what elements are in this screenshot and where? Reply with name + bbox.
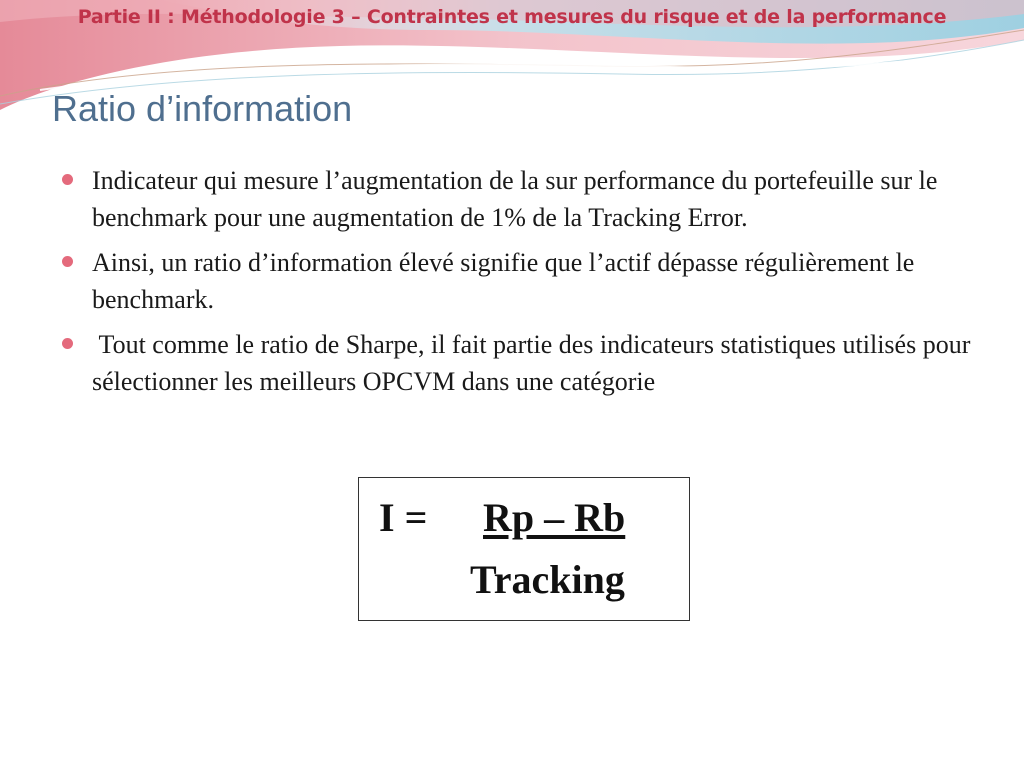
bullet-dot-icon: [62, 174, 73, 185]
bullet-text: Tout comme le ratio de Sharpe, il fait partie des indicateurs statistiques utilisés pour sélectionner les meilleurs OPCVM dans une catégorie: [92, 330, 977, 396]
bullet-item: [60, 326, 980, 400]
bullet-text: Ainsi, un ratio d’information élevé signifie que l’actif dépasse régulièrement le benchmark.: [92, 248, 915, 314]
formula-numerator: Rp – Rb: [483, 495, 626, 540]
bullet-item: [60, 244, 980, 318]
bullet-list: [60, 162, 980, 408]
formula-denominator: Tracking: [470, 557, 625, 602]
bullet-item: [60, 162, 980, 236]
bullet-dot-icon: [62, 256, 73, 267]
section-header-title: Partie II : Méthodologie 3 – Contraintes et mesures du risque et de la performance: [77, 6, 947, 28]
formula-box: [358, 477, 690, 621]
slide-title: Ratio d’information: [52, 88, 353, 129]
formula-lhs: I =: [379, 495, 428, 540]
bullet-text: Indicateur qui mesure l’augmentation de la sur performance du portefeuille sur le benchmark pour une augmentation de 1% de la Tracking Error.: [92, 166, 938, 232]
bullet-dot-icon: [62, 338, 73, 349]
